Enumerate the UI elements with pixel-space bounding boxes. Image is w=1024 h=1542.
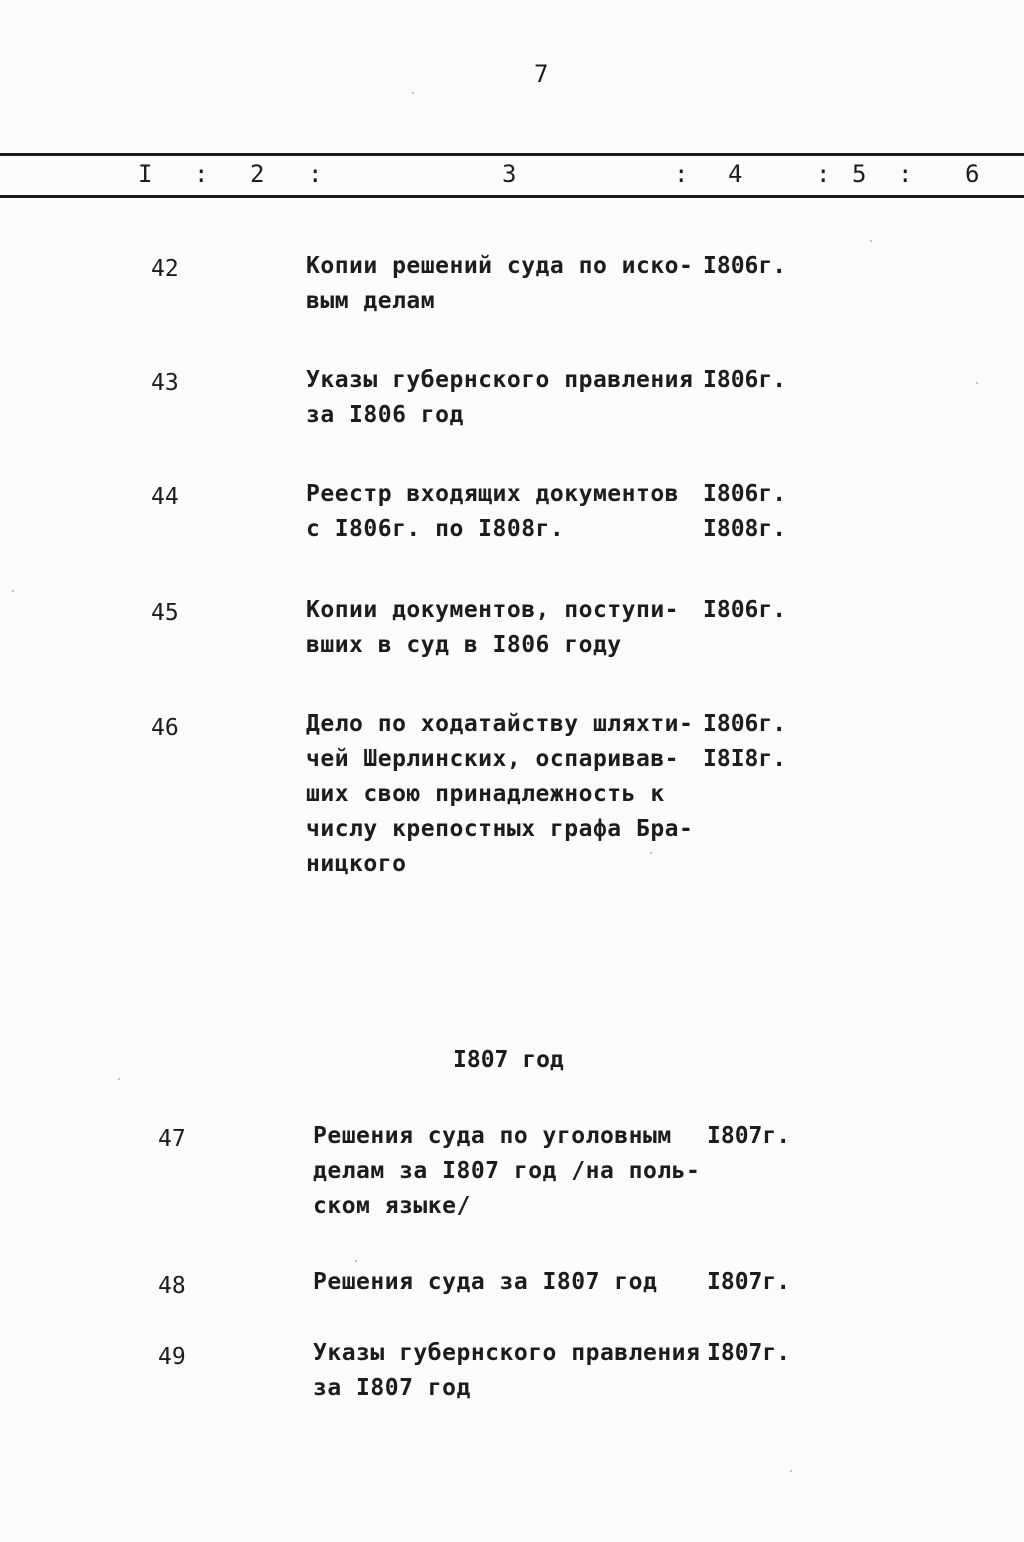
column-header-5: 5 (852, 160, 867, 188)
entry-description-line: ших свою принадлежность к (306, 781, 665, 807)
entry-description-line: Указы губернского правления (306, 367, 694, 393)
entry-dates (707, 1119, 790, 1154)
entry-number: 45 (151, 600, 179, 626)
entry-description-line: с I806г. по I808г. (306, 516, 565, 542)
entry-dates (703, 249, 786, 284)
scan-speck (118, 1078, 120, 1080)
column-header-2: 2 (250, 160, 265, 188)
entry-description (306, 477, 679, 547)
entry-number: 44 (151, 484, 179, 510)
entry-description-line: Копии решений суда по иско- (306, 253, 694, 279)
entry-description-line: за I806 год (306, 402, 464, 428)
entry-date: I806г. (703, 481, 787, 507)
entry-description (313, 1336, 700, 1406)
column-header-3: 3 (502, 160, 517, 188)
entry-description (313, 1119, 700, 1224)
entry-description-line: ницкого (306, 851, 407, 877)
entry-date: I807г. (707, 1269, 791, 1295)
entry-dates (703, 363, 786, 398)
scan-speck (870, 240, 872, 242)
scan-speck (355, 1260, 357, 1262)
entry-number: 48 (158, 1273, 186, 1299)
entry-date: I808г. (703, 516, 787, 542)
entry-description-line: Решения суда за I807 год (313, 1269, 658, 1295)
entry-date: I807г. (707, 1340, 791, 1366)
entry-date: I807г. (707, 1123, 791, 1149)
entry-number: 47 (158, 1126, 186, 1152)
entry-number: 46 (151, 715, 179, 741)
header-rule-top (0, 153, 1024, 156)
entry-dates (703, 477, 786, 547)
column-separator: : (308, 160, 323, 188)
entry-description-line: Указы губернского правления (313, 1340, 701, 1366)
page-number: 7 (534, 60, 549, 88)
entry-description-line: чей Шерлинских, оспаривав- (306, 746, 680, 772)
column-separator: : (898, 160, 913, 188)
entry-dates (707, 1336, 790, 1371)
entry-date: I806г. (703, 711, 787, 737)
entry-number: 49 (158, 1344, 186, 1370)
column-separator: : (194, 160, 209, 188)
column-separator: : (816, 160, 831, 188)
entry-date: I806г. (703, 367, 787, 393)
entry-description-line: Копии документов, поступи- (306, 597, 680, 623)
entry-description-line: Решения суда по уголовным (313, 1123, 672, 1149)
entry-description-line: делам за I807 год /на поль- (313, 1158, 701, 1184)
column-header-4: 4 (728, 160, 743, 188)
entry-dates (703, 593, 786, 628)
entry-description (313, 1265, 657, 1300)
entry-number: 42 (151, 256, 179, 282)
entry-description (306, 593, 679, 663)
entry-description-line: Реестр входящих документов (306, 481, 680, 507)
entry-description-line: вших в суд в I806 году (306, 632, 622, 658)
entry-description-line: вым делам (306, 288, 436, 314)
entry-number: 43 (151, 370, 179, 396)
entry-description-line: Дело по ходатайству шляхти- (306, 711, 694, 737)
column-header-1: I (138, 160, 153, 188)
scan-speck (12, 590, 14, 592)
entry-dates (707, 1265, 790, 1300)
column-header-6: 6 (965, 160, 980, 188)
scan-speck (412, 92, 414, 94)
entry-date: I806г. (703, 597, 787, 623)
entry-description (306, 363, 693, 433)
section-heading: I807 год (453, 1047, 564, 1073)
entry-description-line: ском языке/ (313, 1193, 471, 1219)
entry-description-line: числу крепостных графа Бра- (306, 816, 694, 842)
entry-date: I8I8г. (703, 746, 787, 772)
entry-date: I806г. (703, 253, 787, 279)
entry-description (306, 249, 693, 319)
header-rule-bottom (0, 195, 1024, 198)
scan-speck (976, 382, 978, 384)
entry-dates (703, 707, 786, 777)
entry-description-line: за I807 год (313, 1375, 471, 1401)
entry-description (306, 707, 693, 882)
column-separator: : (674, 160, 689, 188)
scan-speck (790, 1470, 792, 1472)
